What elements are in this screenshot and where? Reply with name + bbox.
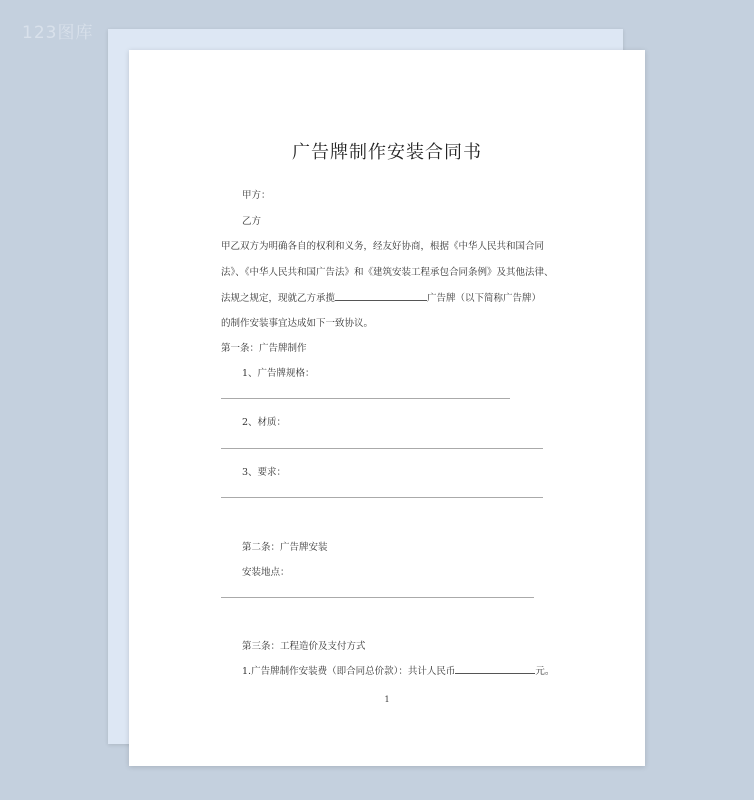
requirement-label: 3、要求：: [242, 467, 287, 478]
requirement-blank-line: [221, 497, 543, 498]
party-b-label: 乙方: [242, 216, 262, 227]
location-label: 安装地点：: [242, 567, 290, 578]
fee-suffix: 元。: [535, 666, 555, 677]
material-blank-line: [221, 448, 543, 449]
page-number: 1: [384, 695, 390, 704]
fee-prefix: 1.广告牌制作安装费（即合同总价款）：共计人民币: [242, 666, 456, 677]
article-3-heading: 第三条：工程造价及支付方式: [242, 641, 366, 652]
party-a-label: 甲方：: [242, 190, 271, 201]
intro-line-3-start: 法规之规定，现就乙方承揽: [221, 293, 336, 304]
project-blank: [335, 291, 427, 301]
fee-blank: [455, 664, 535, 674]
fee-line: [242, 663, 554, 677]
document-title: 广告牌制作安装合同书: [292, 142, 482, 163]
intro-line-1: 甲乙双方为明确各自的权利和义务，经友好协商，根据《中华人民共和国合同: [221, 241, 545, 252]
location-blank-line: [221, 597, 534, 598]
spec-label: 1、广告牌规格：: [242, 368, 315, 379]
material-label: 2、材质：: [242, 417, 287, 428]
intro-line-3-end: 广告牌（以下简称广告牌）: [427, 293, 542, 304]
spec-blank-line: [221, 398, 510, 399]
article-2-heading: 第二条：广告牌安装: [242, 542, 328, 553]
intro-line-2: 法》、《中华人民共和国广告法》和《建筑安装工程承包合同条例》及其他法律、: [221, 267, 554, 278]
article-1-heading: 第一条：广告牌制作: [221, 343, 307, 354]
document-page: [129, 50, 645, 766]
intro-line-3: [221, 290, 541, 304]
watermark: 123图库: [22, 23, 94, 43]
intro-line-4: 的制作安装事宜达成如下一致协议。: [221, 318, 374, 329]
